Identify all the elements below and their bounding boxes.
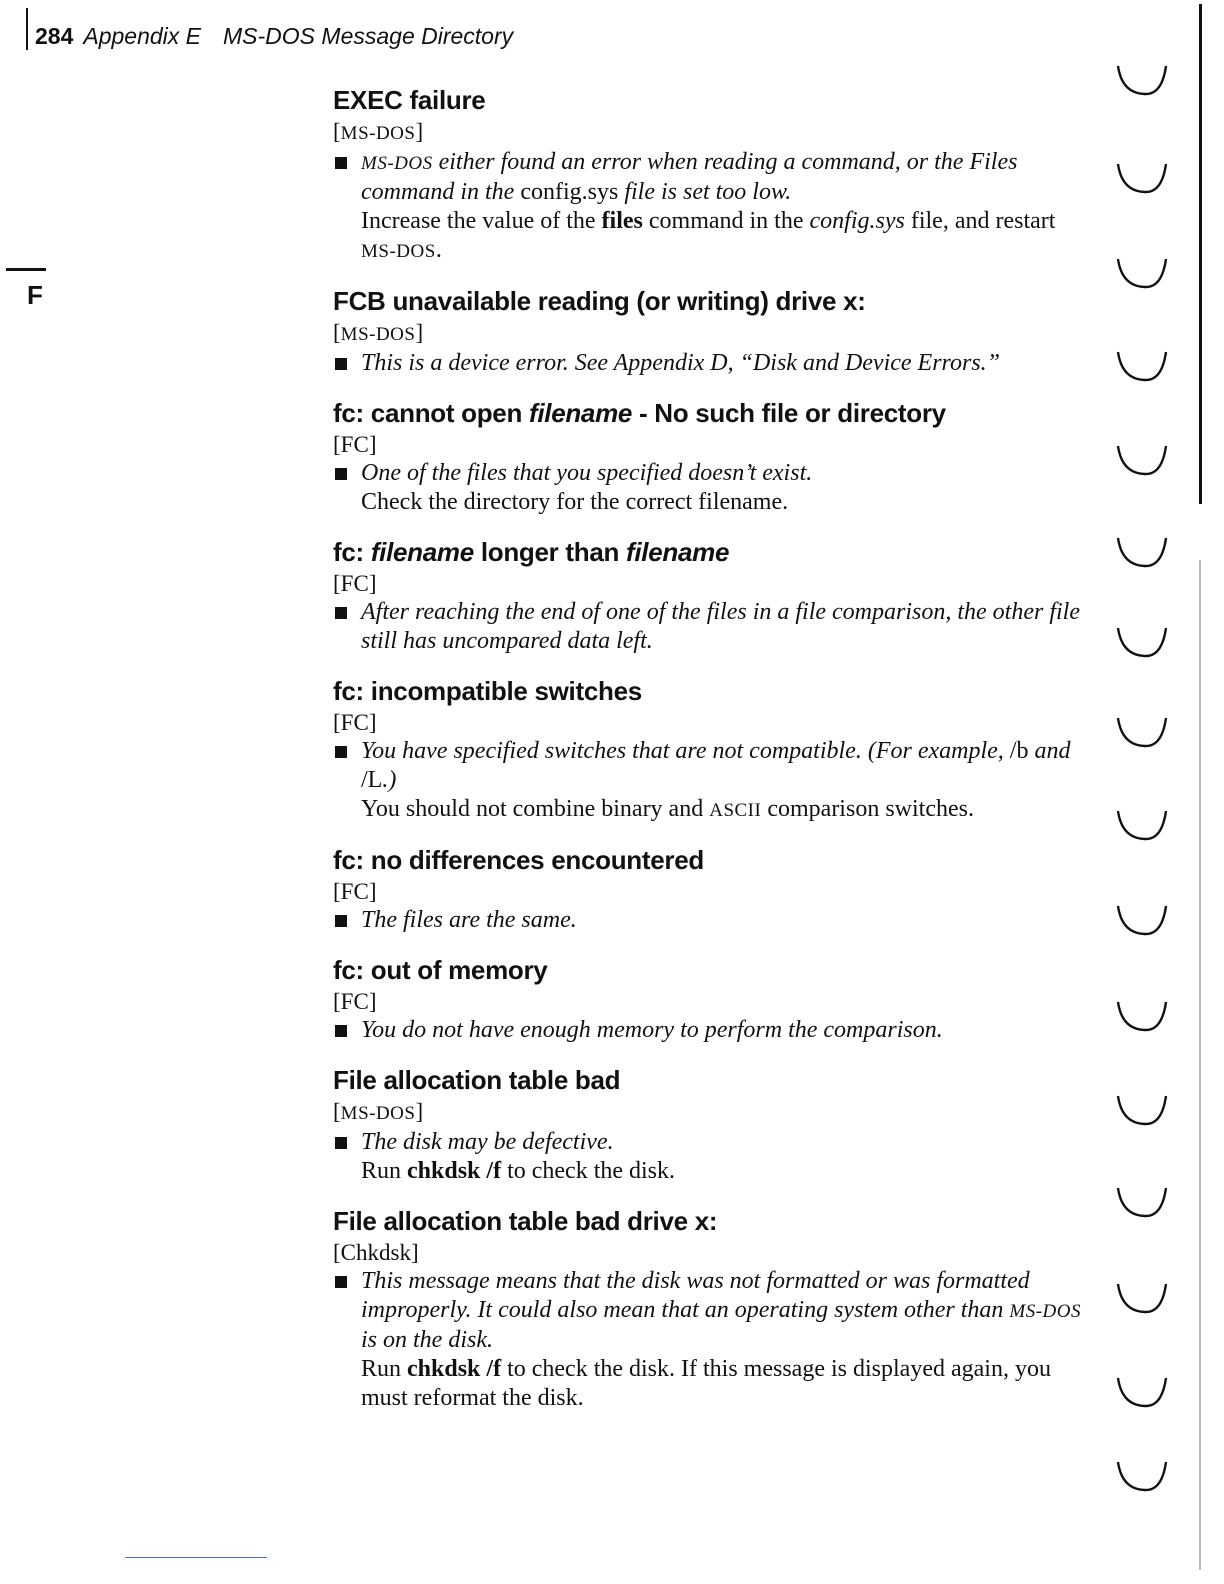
section-title: MS-DOS Message Directory [223,23,514,49]
message-cause: This message means that the disk was not formatted or was formatted improperly. It could also mean that an operating system other than MS-DOS is on the disk. [333,1267,1093,1355]
message-source: [MS-DOS] [333,1099,424,1124]
message-source: [MS-DOS] [333,119,424,144]
message-cause: You have specified switches that are not compatible. (For example, /b and /L.) [333,737,1093,795]
message-entry [333,1205,1093,1413]
message-title: fc: filename longer than filename [333,537,730,567]
binder-hole-icon [1112,1372,1172,1412]
page-header [26,8,513,50]
message-source: [MS-DOS] [333,320,424,345]
message-title: File allocation table bad [333,1065,621,1095]
message-cause: MS-DOS either found an error when reading a command, or the Files command in the config.sys file is set too low. [333,148,1093,207]
message-title: File allocation table bad drive x: [333,1206,718,1236]
message-remedy: You should not combine binary and ASCII comparison switches. [361,796,974,822]
binder-hole-icon [1112,60,1172,100]
binder-holes [1112,60,1196,1510]
binder-hole-icon [1112,996,1172,1036]
binder-hole-icon [1112,1278,1172,1318]
binder-hole-icon [1112,805,1172,845]
message-cause: The files are the same. [333,906,1093,935]
message-remedy: Run chkdsk /f to check the disk. [361,1158,676,1184]
binder-hole-icon [1112,900,1172,940]
binder-hole-icon [1112,1090,1172,1130]
message-remedy: Run chkdsk /f to check the disk. If this message is displayed again, you must reformat the disk. [361,1356,1051,1411]
message-entry [333,844,1093,935]
message-entry [333,954,1093,1045]
section-tab-letter: F [27,280,43,310]
message-title: fc: cannot open filename - No such file or directory [333,398,946,428]
binder-hole-icon [1112,440,1172,480]
binder-hole-icon [1112,532,1172,572]
binder-hole-icon [1112,712,1172,752]
appendix-label: Appendix E [83,23,202,49]
message-entry [333,84,1093,266]
binder-hole-icon [1112,1182,1172,1222]
message-remedy: Check the directory for the correct filename. [361,489,789,515]
page-edge-rule-lower [1199,560,1201,1570]
binder-hole-icon [1112,622,1172,662]
message-entry [333,397,1093,517]
message-cause: This is a device error. See Appendix D, “Disk and Device Errors.” [333,349,1093,378]
page-number: 284 [35,23,74,49]
message-source: [FC] [333,879,377,904]
message-cause: You do not have enough memory to perform the comparison. [333,1016,1093,1045]
bottom-rule [125,1557,267,1558]
message-entry [333,536,1093,656]
message-source: [Chkdsk] [333,1240,419,1265]
message-source: [FC] [333,989,377,1014]
message-entry [333,675,1093,825]
message-cause: The disk may be defective. [333,1128,1093,1157]
message-cause: After reaching the end of one of the files in a file comparison, the other file still has uncompared data left. [333,598,1093,656]
message-title: fc: no differences encountered [333,845,704,875]
binder-hole-icon [1112,253,1172,293]
message-directory [333,84,1093,1432]
message-title: EXEC failure [333,85,486,115]
message-title: fc: out of memory [333,955,548,985]
message-title: FCB unavailable reading (or writing) drive x: [333,286,866,316]
page-edge-rule [1199,4,1202,504]
message-source: [FC] [333,710,377,735]
section-tab-rule [6,268,46,271]
message-source: [FC] [333,571,377,596]
message-title: fc: incompatible switches [333,676,642,706]
binder-hole-icon [1112,1456,1172,1496]
message-source: [FC] [333,432,377,457]
message-entry [333,1064,1093,1186]
message-remedy: Increase the value of the files command in the config.sys file, and restart MS-DOS. [361,208,1056,263]
message-entry [333,285,1093,378]
message-cause: One of the files that you specified doesn’t exist. [333,459,1093,488]
binder-hole-icon [1112,346,1172,386]
binder-hole-icon [1112,158,1172,198]
